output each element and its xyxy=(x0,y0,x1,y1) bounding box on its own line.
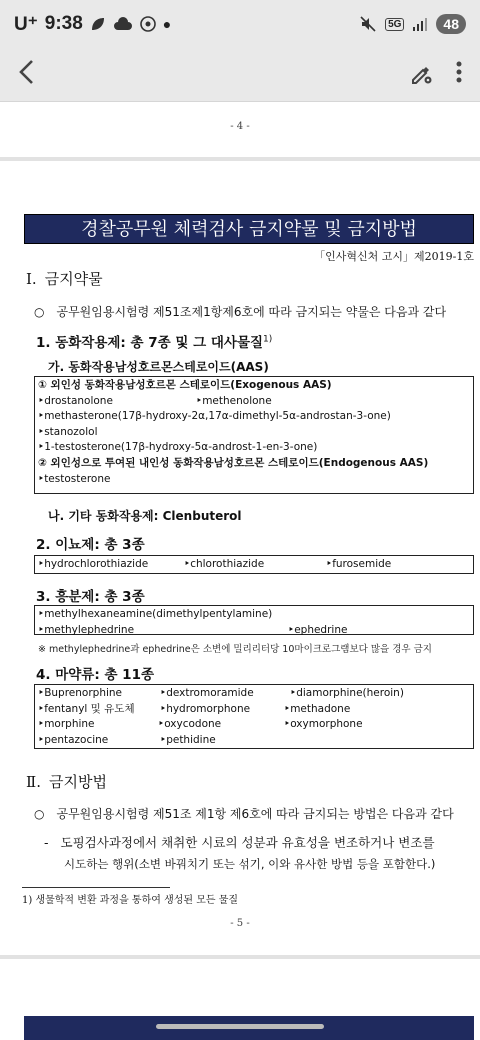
method-line-2: 시도하는 행위(소변 바꿔치기 또는 섞기, 이와 유사한 방법 등을 포함한다.) xyxy=(64,857,436,871)
section-2-title: 금지방법 xyxy=(48,773,107,791)
intro-2-text: 공무원임용시험령 제51조 제1항 제6호에 따라 금지되는 방법은 다음과 같다 xyxy=(56,807,454,821)
page-number-next: - 5 - xyxy=(230,918,250,929)
network-type-label: 5G xyxy=(385,18,404,31)
page-number-prev: - 4 - xyxy=(230,121,250,132)
circle-bullet: ○ xyxy=(34,807,45,821)
drug-methylhexaneamine: ‣methylhexaneamine(dimethylpentylamine) xyxy=(38,608,273,620)
intro-paragraph-1 xyxy=(34,303,446,320)
drug-furosemide: ‣furosemide xyxy=(326,558,392,570)
mute-icon xyxy=(359,15,377,33)
narcotics-heading: 4. 마약류: 총 11종 xyxy=(36,667,155,683)
drug-methylephedrine: ‣methylephedrine xyxy=(38,623,135,636)
circle-bullet: ○ xyxy=(34,305,45,319)
footnote-text: 1) 생물학적 변환 과정을 통하여 생성된 모든 물질 xyxy=(22,895,239,906)
diuretics-heading: 2. 이뇨제: 총 3종 xyxy=(36,537,145,553)
drug-chlorothiazide: ‣chlorothiazide xyxy=(184,558,265,570)
section-2-heading xyxy=(26,771,107,792)
pen-settings-icon xyxy=(410,61,434,85)
section-1-numeral: Ⅰ. xyxy=(26,270,37,288)
more-vert-icon xyxy=(456,61,462,83)
carrier-label: U⁺ xyxy=(14,13,38,35)
diuretics-table xyxy=(34,555,474,574)
narcotic-item: ‣hydromorphone xyxy=(160,702,251,715)
back-button[interactable] xyxy=(18,59,36,91)
diuretics-row xyxy=(38,557,470,573)
stimulants-row-2 xyxy=(38,623,470,639)
clock-time: 9:38 xyxy=(44,13,83,34)
anabolic-subheading-a: 가. 동화작용남성호르몬스테로이드(AAS) xyxy=(48,360,269,374)
drug-stanozolol: ‣stanozolol xyxy=(38,425,98,438)
narcotics-row xyxy=(38,733,470,749)
chevron-left-icon xyxy=(18,59,36,85)
narcotic-item: ‣morphine xyxy=(38,718,95,731)
drug-1-testosterone: ‣1-testosterone(17β-hydroxy-5α-androst-1-en-3-one) xyxy=(38,441,318,454)
battery-indicator: 48 xyxy=(436,14,466,34)
narcotic-item: ‣fentanyl 및 유도체 xyxy=(38,702,135,715)
intro-paragraph-2 xyxy=(34,805,454,822)
narcotic-item: ‣oxymorphone xyxy=(284,718,363,731)
narcotics-row xyxy=(38,717,470,733)
cloud-icon xyxy=(113,17,133,31)
narcotics-table xyxy=(34,684,474,749)
document-title: 경찰공무원 체력검사 금지약물 및 금지방법 xyxy=(24,214,474,244)
shield-notification-icon xyxy=(140,16,156,32)
narcotics-row xyxy=(38,686,470,702)
drug-hydrochlorothiazide: ‣hydrochlorothiazide xyxy=(38,558,149,570)
signal-icon xyxy=(412,17,428,31)
endo-heading: ② 외인성으로 투여된 내인성 동화작용남성호르몬 스테로이드(Endogenous AAS) xyxy=(38,456,429,469)
section-2-numeral: Ⅱ. xyxy=(26,773,41,791)
page-divider xyxy=(0,157,480,161)
leaf-icon xyxy=(90,16,106,32)
toolbar-actions xyxy=(410,61,462,89)
narcotic-item: ‣oxycodone xyxy=(158,718,222,731)
aas-table xyxy=(34,376,474,494)
status-bar xyxy=(0,0,480,48)
anabolic-heading xyxy=(36,331,272,351)
narcotic-item: ‣dextromoramide xyxy=(160,687,254,699)
method-line-1 xyxy=(44,833,435,851)
narcotics-row xyxy=(38,702,470,718)
status-left xyxy=(14,13,171,36)
intro-1-text: 공무원임용시험령 제51조제1항제6호에 따라 금지되는 약물은 다음과 같다 xyxy=(56,305,447,319)
footnote-rule xyxy=(22,887,170,888)
anabolic-heading-text: 1. 동화작용제: 총 7종 및 그 대사물질 xyxy=(36,335,264,351)
notification-dot-icon: ● xyxy=(162,16,172,32)
gesture-nav-bar[interactable] xyxy=(156,1024,324,1029)
dash-bullet: - xyxy=(44,835,49,850)
method-line-1-text: 도핑검사과정에서 채취한 시료의 성분과 유효성을 변조하거나 변조를 xyxy=(60,835,435,850)
page-divider xyxy=(0,955,480,959)
draw-button[interactable] xyxy=(410,61,434,89)
drug-testosterone: ‣testosterone xyxy=(38,472,111,485)
more-menu-button[interactable] xyxy=(456,61,462,89)
narcotic-item: ‣pentazocine xyxy=(38,733,109,746)
narcotic-item: ‣Buprenorphine xyxy=(38,687,123,699)
drug-ephedrine: ‣ephedrine xyxy=(288,623,348,636)
stimulants-table xyxy=(34,605,474,635)
aas-row-1 xyxy=(38,394,470,410)
narcotic-item: ‣diamorphine(heroin) xyxy=(290,687,404,699)
drug-methasterone: ‣methasterone(17β-hydroxy-2α,17α-dimethyl-5α-androstan-3-one) xyxy=(38,410,391,423)
narcotic-item: ‣methadone xyxy=(284,702,351,715)
section-1-title: 금지약물 xyxy=(44,270,103,288)
section-1-heading xyxy=(26,268,103,289)
drug-methenolone: ‣methenolone xyxy=(196,394,272,407)
exo-heading: ① 외인성 동화작용남성호르몬 스테로이드(Exogenous AAS) xyxy=(38,379,332,391)
viewer-toolbar xyxy=(0,48,480,102)
stimulants-note: ※ methylephedrine과 ephedrine은 소변에 밀리리터당 10마이크로그램보다 많을 경우 금지 xyxy=(38,644,432,655)
footnote-mark: 1) xyxy=(263,334,273,345)
narcotic-item: ‣pethidine xyxy=(160,733,216,746)
stimulants-heading: 3. 흥분제: 총 3종 xyxy=(36,589,145,605)
gazette-reference: 「인사혁신처 고시」제2019-1호 xyxy=(314,250,474,263)
drug-drostanolone: ‣drostanolone xyxy=(38,394,113,407)
anabolic-subheading-b: 나. 기타 동화작용제: Clenbuterol xyxy=(48,509,242,523)
status-right xyxy=(359,14,466,34)
